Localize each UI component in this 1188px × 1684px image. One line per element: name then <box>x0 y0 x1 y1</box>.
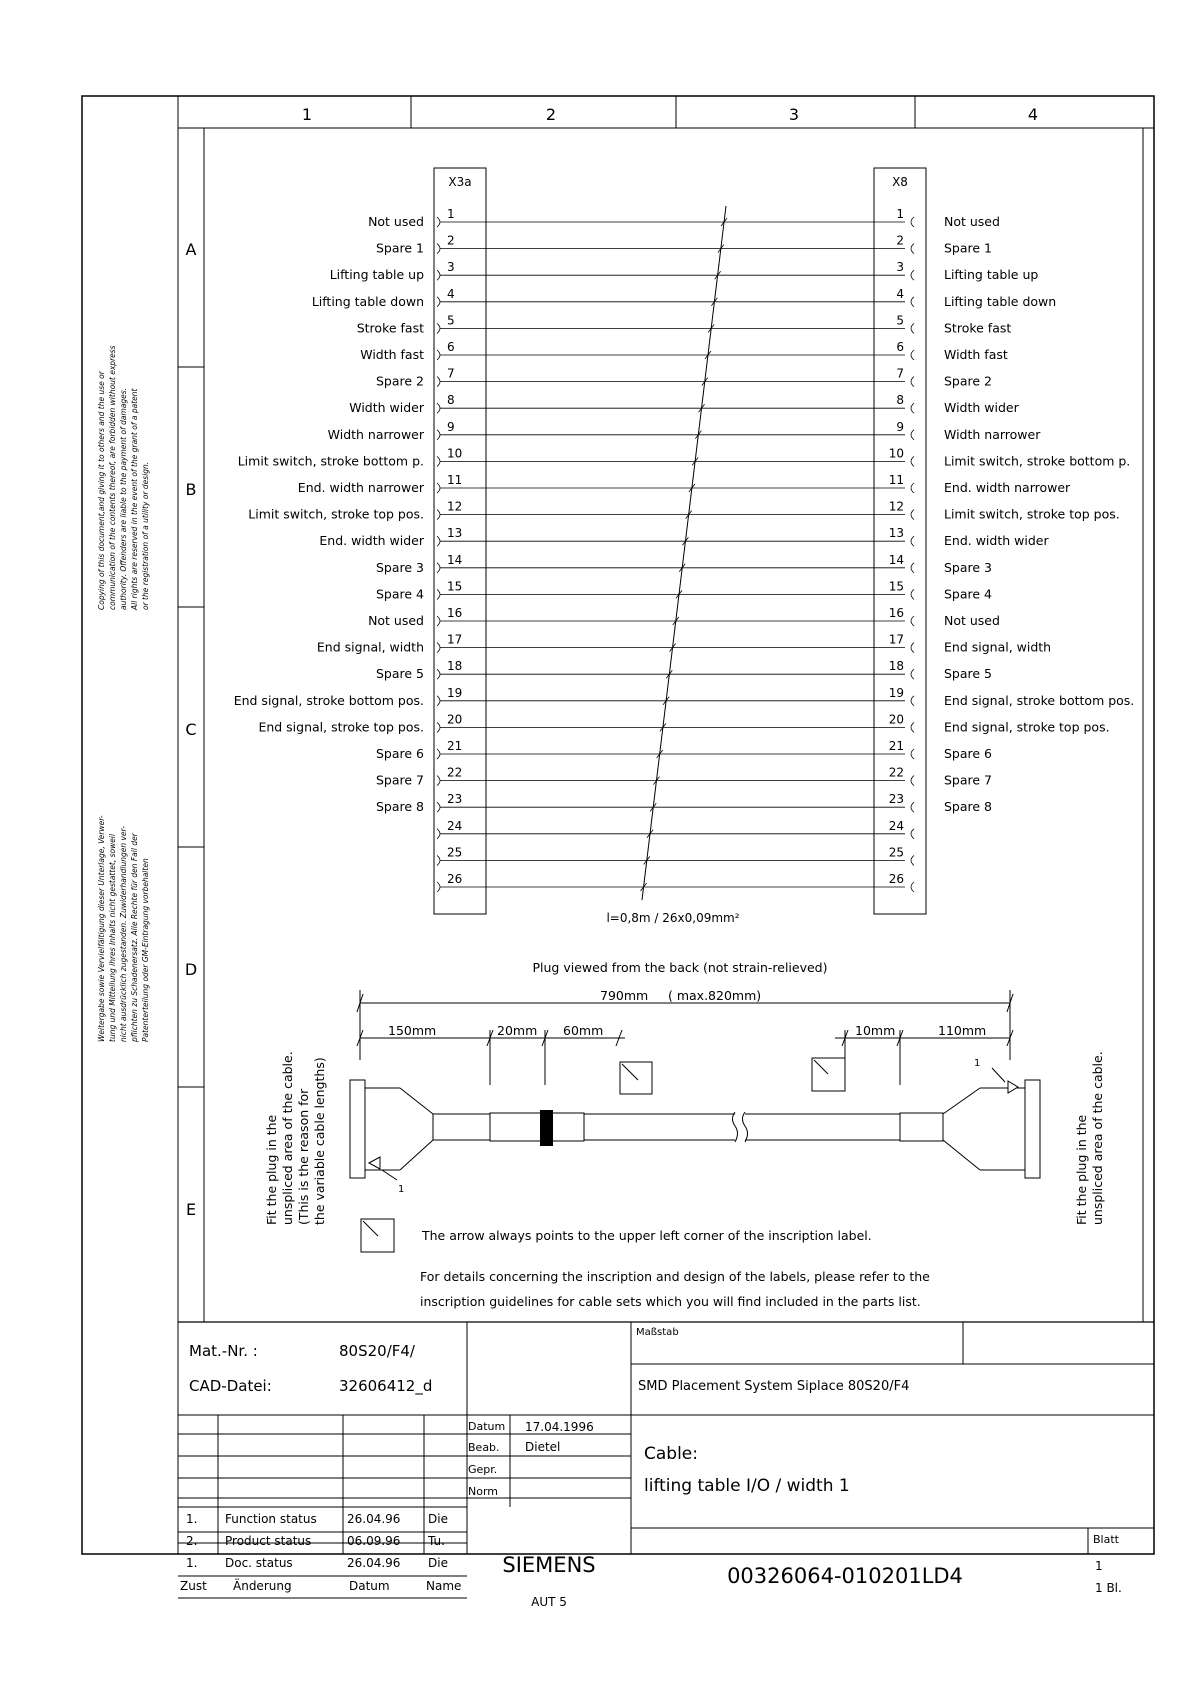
column-label-2: 2 <box>545 105 557 124</box>
pin-number-left-22: 22 <box>447 765 463 780</box>
pin-number-left-7: 7 <box>447 366 455 381</box>
dim-total: 790mm <box>600 988 649 1003</box>
pin-label-right-14: Spare 3 <box>944 559 993 575</box>
pin-number-right-25: 25 <box>888 845 904 860</box>
company-name: SIEMENS <box>502 1553 596 1577</box>
socket-right-9 <box>911 430 914 440</box>
revision-table <box>180 1512 461 1593</box>
pin-number-right-1: 1 <box>896 207 904 221</box>
socket-left-11 <box>437 483 440 493</box>
pin-number-left-11: 11 <box>447 473 463 487</box>
socket-right-6 <box>911 350 914 360</box>
pin-number-left-5: 5 <box>447 313 455 328</box>
socket-left-6 <box>437 350 440 360</box>
pin-number-left-1: 1 <box>447 207 455 221</box>
rev-date-0: 26.04.96 <box>347 1512 401 1526</box>
pin-label-right-11: End. width narrower <box>944 480 1071 495</box>
svg-text:Fit the plug in the: Fit the plug in the <box>1074 1114 1089 1225</box>
socket-right-7 <box>911 377 914 387</box>
pin-number-left-18: 18 <box>447 659 463 674</box>
rev-date-2: 26.04.96 <box>347 1556 401 1570</box>
sheet-value: 1 <box>1095 1559 1103 1573</box>
pin-number-left-15: 15 <box>447 579 463 594</box>
pin-number-right-12: 12 <box>888 499 904 514</box>
row-label-e: E <box>185 1200 197 1219</box>
pin-number-right-17: 17 <box>888 632 904 647</box>
pin-label-left-5: Stroke fast <box>356 320 424 336</box>
socket-right-3 <box>911 270 914 280</box>
bundle-line <box>642 206 726 900</box>
pin-label-right-1: Not used <box>944 214 1000 229</box>
pin-label-left-15: Spare 4 <box>375 586 424 602</box>
pin-label-left-22: Spare 7 <box>375 772 424 788</box>
socket-right-11 <box>911 483 914 493</box>
dim-total-max: ( max.820mm) <box>668 988 762 1003</box>
svg-text:pflichten zu Schadenersatz. Al: pflichten zu Schadenersatz. Alle Rechte für den Fall der <box>130 833 139 1042</box>
pin-number-left-24: 24 <box>447 818 463 833</box>
pin-label-left-23: Spare 8 <box>375 799 424 815</box>
rev-zust-2: 1. <box>186 1556 198 1570</box>
sleeve-marker <box>540 1110 553 1146</box>
pin-label-left-6: Width fast <box>360 347 424 362</box>
row-label-b: B <box>185 480 197 499</box>
pin-label-right-7: Spare 2 <box>944 373 993 389</box>
beab-value: Dietel <box>525 1440 561 1454</box>
dim-left-sleeve: 20mm <box>497 1023 538 1038</box>
pin-number-right-14: 14 <box>888 552 904 567</box>
system-name: SMD Placement System Siplace 80S20/F4 <box>638 1379 910 1394</box>
pin-number-left-6: 6 <box>447 340 455 354</box>
pin-label-left-10: Limit switch, stroke bottom p. <box>237 453 424 469</box>
pin-label-left-11: End. width narrower <box>297 480 424 495</box>
note-arrow: The arrow always points to the upper left corner of the inscription label. <box>422 1228 872 1243</box>
pin-label-left-16: Not used <box>368 613 424 628</box>
pin-number-right-5: 5 <box>896 313 904 328</box>
pin-number-right-26: 26 <box>888 872 904 886</box>
pin-label-right-21: Spare 6 <box>944 746 993 761</box>
cable-drawing <box>350 1058 1040 1180</box>
pin-number-right-21: 21 <box>888 739 904 753</box>
pin-number-left-4: 4 <box>447 286 455 301</box>
socket-left-14 <box>437 563 440 573</box>
pin-number-right-11: 11 <box>888 473 904 487</box>
pin-label-left-17: End signal, width <box>316 639 424 655</box>
arrow-marker-right: 1 <box>974 1058 981 1069</box>
socket-left-9 <box>437 430 440 440</box>
pin-number-right-22: 22 <box>888 765 904 780</box>
sheet-total: 1 Bl. <box>1095 1581 1122 1595</box>
pin-label-right-13: End. width wider <box>944 533 1049 549</box>
socket-left-5 <box>437 323 440 333</box>
socket-left-21 <box>437 749 440 759</box>
connector-left-label: X3a <box>448 175 472 189</box>
cad-label: CAD-Datei: <box>189 1377 272 1395</box>
pin-label-left-3: Lifting table up <box>329 267 424 283</box>
scale-label: Maßstab <box>636 1327 679 1338</box>
pin-label-right-18: Spare 5 <box>944 666 993 682</box>
socket-left-22 <box>437 776 440 786</box>
socket-left-15 <box>437 589 440 599</box>
socket-right-2 <box>911 244 914 254</box>
pin-number-right-9: 9 <box>896 419 904 434</box>
socket-left-12 <box>437 510 440 520</box>
svg-text:the variable cable lengths): the variable cable lengths) <box>312 1057 327 1225</box>
socket-left-3 <box>437 270 440 280</box>
pin-label-left-20: End signal, stroke top pos. <box>258 719 424 735</box>
pin-number-left-3: 3 <box>447 260 455 275</box>
socket-left-7 <box>437 377 440 387</box>
pin-label-left-14: Spare 3 <box>375 559 424 575</box>
rev-zust-1: 2. <box>186 1534 198 1548</box>
socket-right-23 <box>911 802 914 812</box>
socket-right-1 <box>911 217 914 227</box>
socket-left-18 <box>437 669 440 679</box>
pin-label-left-9: Width narrower <box>327 426 424 442</box>
drawing-title-2: lifting table I/O / width 1 <box>644 1476 850 1496</box>
rev-change-2: Doc. status <box>225 1556 293 1570</box>
svg-text:Weitergabe sowie Vervielfältig: Weitergabe sowie Vervielfältigung dieser Unterlage, Verwer- <box>97 815 106 1042</box>
pin-label-right-22: Spare 7 <box>944 772 993 788</box>
svg-text:communication of the contents: communication of the contents thereof, are forbidden without express <box>108 345 117 610</box>
pin-number-left-14: 14 <box>447 552 463 567</box>
side-note-right <box>1074 1051 1105 1225</box>
rev-header-change: Änderung <box>233 1579 292 1593</box>
socket-left-17 <box>437 643 440 653</box>
pin-label-right-12: Limit switch, stroke top pos. <box>944 506 1120 522</box>
pin-number-right-3: 3 <box>896 260 904 275</box>
svg-text:(This is the reason for: (This is the reason for <box>296 1088 311 1225</box>
pin-label-left-12: Limit switch, stroke top pos. <box>248 506 424 522</box>
pin-number-left-20: 20 <box>447 712 463 727</box>
pin-number-left-19: 19 <box>447 685 463 700</box>
pin-label-right-6: Width fast <box>944 347 1008 362</box>
svg-text:authority. Offenders are liabl: authority. Offenders are liable to the payment of damages. <box>119 387 128 610</box>
pin-label-right-20: End signal, stroke top pos. <box>944 719 1110 735</box>
socket-right-14 <box>911 563 914 573</box>
pin-number-right-4: 4 <box>896 286 904 301</box>
note-details-2: inscription guidelines for cable sets which you will find included in the parts list. <box>420 1294 921 1309</box>
copyright-notice-de <box>97 815 150 1043</box>
pin-number-left-25: 25 <box>447 845 463 860</box>
pin-number-right-23: 23 <box>888 792 904 807</box>
pin-number-right-18: 18 <box>888 659 904 674</box>
pin-number-left-16: 16 <box>447 606 463 620</box>
rev-change-0: Function status <box>225 1512 317 1526</box>
socket-left-19 <box>437 696 440 706</box>
drawing-title-1: Cable: <box>644 1444 698 1464</box>
socket-left-4 <box>437 297 440 307</box>
socket-right-17 <box>911 643 914 653</box>
pin-number-left-17: 17 <box>447 632 463 647</box>
svg-text:unspliced area of the cable.: unspliced area of the cable. <box>1090 1051 1105 1225</box>
pin-number-right-13: 13 <box>888 526 904 541</box>
pin-label-left-4: Lifting table down <box>311 293 424 309</box>
socket-left-25 <box>437 855 440 865</box>
pin-number-right-8: 8 <box>896 393 904 408</box>
dimension-lines <box>357 990 1013 1085</box>
pin-number-right-15: 15 <box>888 579 904 594</box>
svg-text:Patenterteilung oder GM-Eintra: Patenterteilung oder GM-Eintragung vorbehalten <box>141 858 150 1042</box>
rev-name-0: Die <box>428 1512 448 1526</box>
pin-number-left-9: 9 <box>447 419 455 434</box>
row-label-a: A <box>185 240 197 259</box>
pin-number-right-7: 7 <box>896 366 904 381</box>
pin-number-left-10: 10 <box>447 446 463 461</box>
dim-left-end: 150mm <box>388 1023 437 1038</box>
pin-label-right-19: End signal, stroke bottom pos. <box>944 692 1135 708</box>
pin-number-right-24: 24 <box>888 818 904 833</box>
rev-change-1: Product status <box>225 1534 312 1548</box>
socket-right-19 <box>911 696 914 706</box>
department: AUT 5 <box>531 1595 567 1609</box>
rev-header-date: Datum <box>349 1579 390 1593</box>
pin-label-right-2: Spare 1 <box>944 240 993 256</box>
rev-date-1: 06.09.96 <box>347 1534 401 1548</box>
dim-right-end: 110mm <box>938 1023 987 1038</box>
beab-label: Beab. <box>468 1441 500 1454</box>
pin-number-right-20: 20 <box>888 712 904 727</box>
socket-left-2 <box>437 244 440 254</box>
svg-text:nicht ausdrücklich zugestanden: nicht ausdrücklich zugestanden. Zuwiderhandlungen ver- <box>119 826 128 1042</box>
left-plug <box>350 1080 365 1178</box>
dim-right-sleeve: 10mm <box>855 1023 896 1038</box>
pin-label-left-8: Width wider <box>349 400 424 416</box>
socket-right-18 <box>911 669 914 679</box>
socket-right-24 <box>911 829 914 839</box>
pin-label-right-15: Spare 4 <box>944 586 993 602</box>
outer-frame <box>82 96 1154 1554</box>
mat-nr-value: 80S20/F4/ <box>339 1342 415 1360</box>
socket-left-16 <box>437 616 440 626</box>
socket-right-12 <box>911 510 914 520</box>
socket-right-26 <box>911 882 914 892</box>
socket-right-13 <box>911 536 914 546</box>
pin-label-right-10: Limit switch, stroke bottom p. <box>944 453 1131 469</box>
socket-right-16 <box>911 616 914 626</box>
right-plug <box>1025 1080 1040 1178</box>
socket-right-22 <box>911 776 914 786</box>
copyright-notice-en <box>97 345 150 611</box>
pin-number-right-2: 2 <box>896 233 904 248</box>
socket-left-20 <box>437 722 440 732</box>
rev-name-2: Die <box>428 1556 448 1570</box>
svg-text:or the registration of a utili: or the registration of a utility or design. <box>141 461 150 610</box>
socket-right-4 <box>911 297 914 307</box>
pin-label-left-2: Spare 1 <box>375 240 424 256</box>
svg-text:unspliced area of the cable.: unspliced area of the cable. <box>280 1051 295 1225</box>
socket-right-10 <box>911 456 914 466</box>
socket-right-21 <box>911 749 914 759</box>
socket-right-8 <box>911 403 914 413</box>
socket-right-15 <box>911 589 914 599</box>
pin-number-left-26: 26 <box>447 872 463 886</box>
pin-number-left-8: 8 <box>447 393 455 408</box>
socket-right-25 <box>911 855 914 865</box>
dim-left-label: 60mm <box>563 1023 604 1038</box>
svg-text:tung und Mitteilung ihres Inha: tung und Mitteilung ihres Inhalts nicht gestattet, soweil <box>108 833 117 1042</box>
column-label-1: 1 <box>301 105 313 124</box>
pin-label-right-17: End signal, width <box>944 639 1052 655</box>
socket-left-13 <box>437 536 440 546</box>
pin-number-left-2: 2 <box>447 233 455 248</box>
socket-left-23 <box>437 802 440 812</box>
svg-text:Copying of this document,and g: Copying of this document,and giving it to others and the use or <box>97 371 106 610</box>
column-label-4: 4 <box>1027 105 1039 124</box>
mat-nr-label: Mat.-Nr. : <box>189 1342 258 1360</box>
socket-left-24 <box>437 829 440 839</box>
pin-number-right-19: 19 <box>888 685 904 700</box>
pin-number-left-13: 13 <box>447 526 463 541</box>
svg-text:Fit the plug in the: Fit the plug in the <box>264 1114 279 1225</box>
svg-text:All rights are reserved in the: All rights are reserved in the event of the grant of a patent <box>130 388 139 610</box>
pin-label-left-1: Not used <box>368 214 424 229</box>
connector-right-label: X8 <box>892 175 908 189</box>
pin-number-right-6: 6 <box>896 340 904 354</box>
column-label-3: 3 <box>788 105 800 124</box>
socket-left-8 <box>437 403 440 413</box>
pin-label-left-18: Spare 5 <box>375 666 424 682</box>
side-note-left <box>264 1051 327 1225</box>
pin-number-left-12: 12 <box>447 499 463 514</box>
pin-number-left-21: 21 <box>447 739 463 753</box>
pin-label-left-7: Spare 2 <box>375 373 424 389</box>
pin-label-left-21: Spare 6 <box>375 746 424 761</box>
pin-label-right-3: Lifting table up <box>944 267 1039 283</box>
cad-value: 32606412_d <box>339 1377 433 1395</box>
datum-label: Datum <box>468 1420 506 1433</box>
pin-label-left-13: End. width wider <box>319 533 424 549</box>
sheet-label: Blatt <box>1093 1533 1119 1546</box>
pin-label-right-16: Not used <box>944 613 1000 628</box>
pin-label-left-19: End signal, stroke bottom pos. <box>233 692 424 708</box>
socket-left-1 <box>437 217 440 227</box>
pin-number-right-10: 10 <box>888 446 904 461</box>
drawing-number: 00326064-010201LD4 <box>727 1564 963 1588</box>
socket-right-20 <box>911 722 914 732</box>
socket-right-5 <box>911 323 914 333</box>
rev-header-name: Name <box>426 1579 462 1593</box>
norm-label: Norm <box>468 1485 499 1498</box>
socket-left-26 <box>437 882 440 892</box>
pin-label-right-4: Lifting table down <box>944 293 1057 309</box>
cable-spec: l=0,8m / 26x0,09mm² <box>606 911 740 925</box>
plug-view-title: Plug viewed from the back (not strain-relieved) <box>532 960 828 975</box>
pin-label-right-8: Width wider <box>944 400 1019 416</box>
gepr-label: Gepr. <box>468 1463 498 1476</box>
pin-number-left-23: 23 <box>447 792 463 807</box>
arrow-marker-left: 1 <box>398 1184 405 1195</box>
pin-label-right-23: Spare 8 <box>944 799 993 815</box>
rev-zust-0: 1. <box>186 1512 198 1526</box>
pin-number-right-16: 16 <box>888 606 904 620</box>
rev-header-zust: Zust <box>180 1579 207 1593</box>
pin-label-right-5: Stroke fast <box>944 320 1012 336</box>
pin-label-right-9: Width narrower <box>944 426 1041 442</box>
row-label-d: D <box>184 960 198 979</box>
row-label-c: C <box>185 720 197 739</box>
datum-value: 17.04.1996 <box>525 1420 594 1434</box>
note-details-1: For details concerning the inscription and design of the labels, please refer to the <box>420 1269 930 1284</box>
socket-left-10 <box>437 456 440 466</box>
rev-name-1: Tu. <box>428 1534 445 1548</box>
